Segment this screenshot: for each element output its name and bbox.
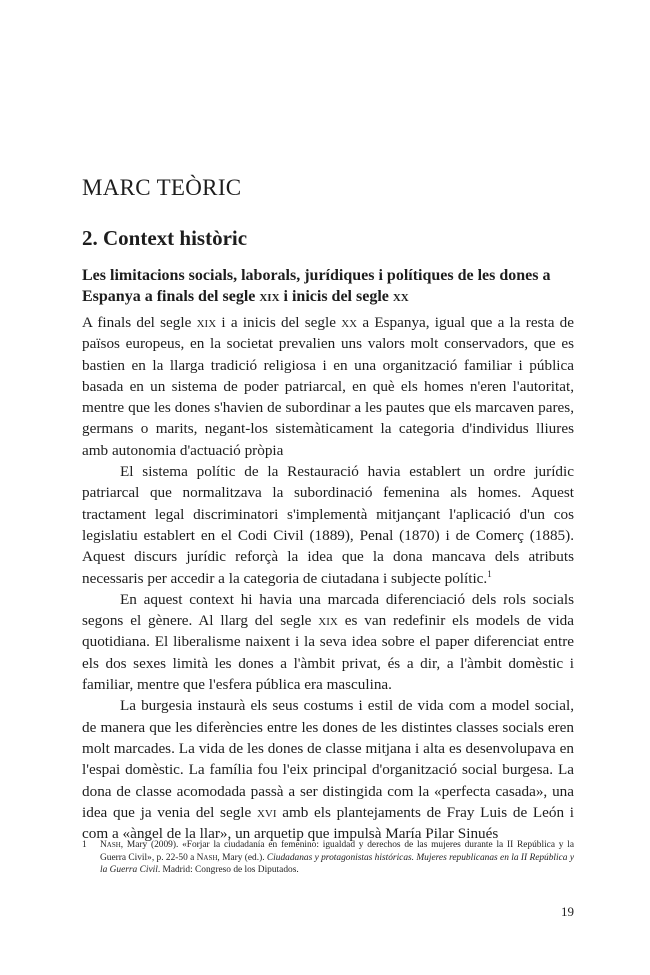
footnote-citation: , Mary (2009). «Forjar la ciudadanía en femenino: igualdad y derechos de las mujeres durante la II República y la Guerra Civil», p. 22-50 a	[100, 840, 574, 863]
century-label: xix	[196, 314, 217, 331]
footnote-text	[100, 839, 574, 877]
paragraph-text: amb els plantejaments de Fray Luis de León i com a «àngel de la llar», un arquetip que impulsà María Pilar Sinués	[82, 803, 574, 843]
footnote-author: Nash	[196, 852, 218, 863]
paragraph-1	[82, 312, 574, 461]
century-label: xvi	[256, 803, 277, 821]
footnote-author: Nash	[100, 840, 121, 850]
paragraph-text: La burgesia instaurà els seus costums i estil de vida com a model social, de manera que les diferències entre les dones de les distintes classes socials eren molt marcades. La vida de les dones de classe mitjana i alta es desenvolupava en l'espai domèstic. La família fou l'eix principal d'organització social burgesa. La dona de classe acomodada passà a ser distingida com la «perfecta casada», una idea que ja venia del segle	[82, 697, 574, 821]
subsection-title-line2-start: Espanya a finals del segle	[82, 288, 260, 305]
footnote	[82, 839, 574, 877]
paragraph-4	[82, 695, 574, 844]
footnote-citation: . Madrid: Congreso de los Diputados.	[157, 865, 299, 876]
section-title: 2. Context històric	[82, 226, 248, 250]
century-label: xx	[341, 314, 358, 331]
chapter-title: MARC TEÒRIC	[82, 175, 242, 200]
subsection-title	[82, 265, 574, 307]
paragraph-2	[82, 461, 574, 589]
subsection-title-line2-mid: i inicis del segle	[279, 288, 393, 305]
century-label: xix	[259, 288, 280, 305]
footnote-citation: , Mary (ed.).	[217, 852, 267, 863]
page-number: 19	[561, 904, 574, 919]
paragraph-text: El sistema polític de la Restauració havia establert un ordre jurídic patriarcal que normalitzava la subordinació femenina als homes. Aquest tractament legal discriminatori s'implementà mitjançant l'aplicació d'un cos legislatiu establert en el Codi Civil (1889), Penal (1870) i de Comerç (1885). Aquest discurs jurídic reforçà la idea que la dona mancava dels atributs necessaris per accedir a la categoria de ciutadana i subjecte polític.	[82, 463, 574, 587]
footnote-number: 1	[82, 840, 87, 850]
paragraph-text: es van redefinir els models de vida quotidiana. El liberalisme naixent i la seva idea sobre el paper diferenciat entre els dos sexes limità les dones a l'àmbit privat, és a dir, a l'àmbit domèstic i familiar, mentre que l'esfera pública era masculina.	[82, 612, 575, 694]
subsection-title-line1: Les limitacions socials, laborals, jurídiques i polítiques de les dones a	[82, 267, 551, 284]
footnote-reference[interactable]: 1	[487, 568, 492, 579]
century-label: xx	[392, 288, 409, 305]
century-label: xix	[318, 612, 338, 630]
footnote-book-title: Ciudadanas y protagonistas históricas. Mujeres republicanas en la II República y la Guerra Civil	[100, 852, 575, 876]
paragraph-text: a Espanya, igual que a la resta de països europeus, en la societat prevalien uns valors molt conservadors, que es bastien en la llarga tradició religiosa i en una organització familiar i pública basada en un sistema de poder patriarcal, en què els homes n'eren l'autoritat, mentre que les dones s'havien de subordinar a les pautes que els marcaven pares, germans o marits, negant-los sistemàticament la categoria d'individus lliures amb autonomia d'actuació pròpia	[82, 314, 575, 459]
paragraph-3	[82, 589, 574, 695]
paragraph-text: A finals del segle	[82, 314, 197, 331]
paragraph-text: En aquest context hi havia una marcada diferenciació dels rols socials segons el gènere. Al llarg del segle	[82, 590, 574, 630]
paragraph-text: i a inicis del segle	[216, 314, 342, 331]
body-text	[82, 312, 574, 844]
